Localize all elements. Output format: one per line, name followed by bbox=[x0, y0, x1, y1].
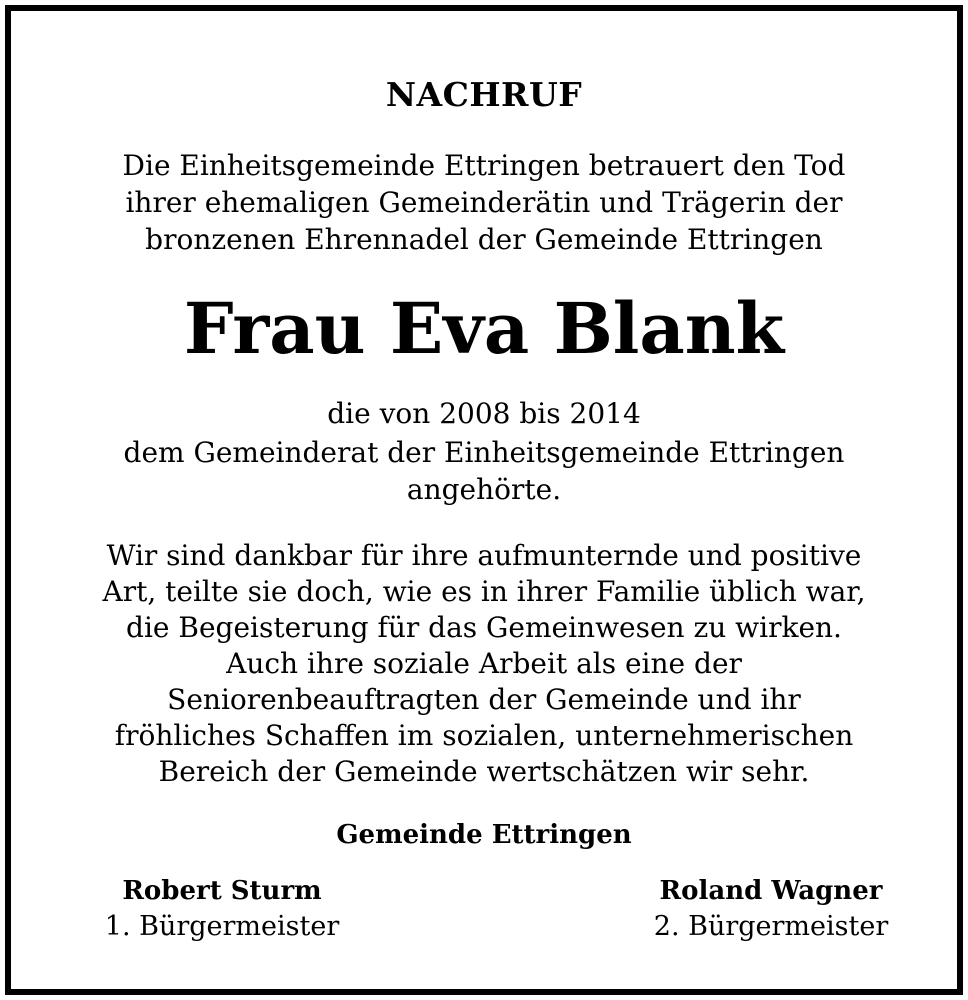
tribute-line: die Begeisterung für das Gemeinwesen zu wirken. bbox=[126, 611, 842, 644]
tribute-paragraph bbox=[11, 538, 957, 790]
tribute-line: Seniorenbeauftragten der Gemeinde und ihr bbox=[167, 683, 801, 716]
signer-name: Roland Wagner bbox=[659, 876, 883, 906]
tribute-line: Wir sind dankbar für ihre aufmunternde und positive bbox=[106, 539, 862, 572]
intro-line: ihrer ehemaligen Gemeinderätin und Trägerin der bbox=[125, 186, 843, 219]
tribute-line: Bereich der Gemeinde wertschätzen wir sehr. bbox=[158, 755, 810, 788]
signer-first-mayor bbox=[91, 873, 353, 945]
intro-line: bronzenen Ehrennadel der Gemeinde Ettringen bbox=[145, 223, 823, 256]
signer-second-mayor bbox=[633, 873, 909, 945]
tenure-line: die von 2008 bis 2014 bbox=[327, 397, 641, 430]
notice-heading: NACHRUF bbox=[385, 75, 583, 114]
tribute-line: Art, teilte sie doch, wie es in ihrer Familie üblich war, bbox=[102, 575, 866, 608]
tenure-paragraph bbox=[11, 395, 957, 508]
obituary-frame bbox=[5, 5, 963, 995]
intro-paragraph bbox=[11, 147, 957, 258]
signer-title: 2. Bürgermeister bbox=[653, 911, 889, 942]
tenure-line: dem Gemeinderat der Einheitsgemeinde Ettringen bbox=[123, 436, 845, 469]
signer-name: Robert Sturm bbox=[122, 876, 322, 906]
tribute-line: fröhliches Schaffen im sozialen, unternehmerischen bbox=[114, 719, 854, 752]
signer-title: 1. Bürgermeister bbox=[104, 911, 340, 942]
organization-name: Gemeinde Ettringen bbox=[336, 820, 632, 850]
tribute-line: Auch ihre soziale Arbeit als eine der bbox=[226, 647, 742, 680]
deceased-name: Frau Eva Blank bbox=[183, 287, 785, 370]
tenure-line: angehörte. bbox=[406, 473, 562, 506]
intro-line: Die Einheitsgemeinde Ettringen betrauert den Tod bbox=[122, 149, 846, 182]
